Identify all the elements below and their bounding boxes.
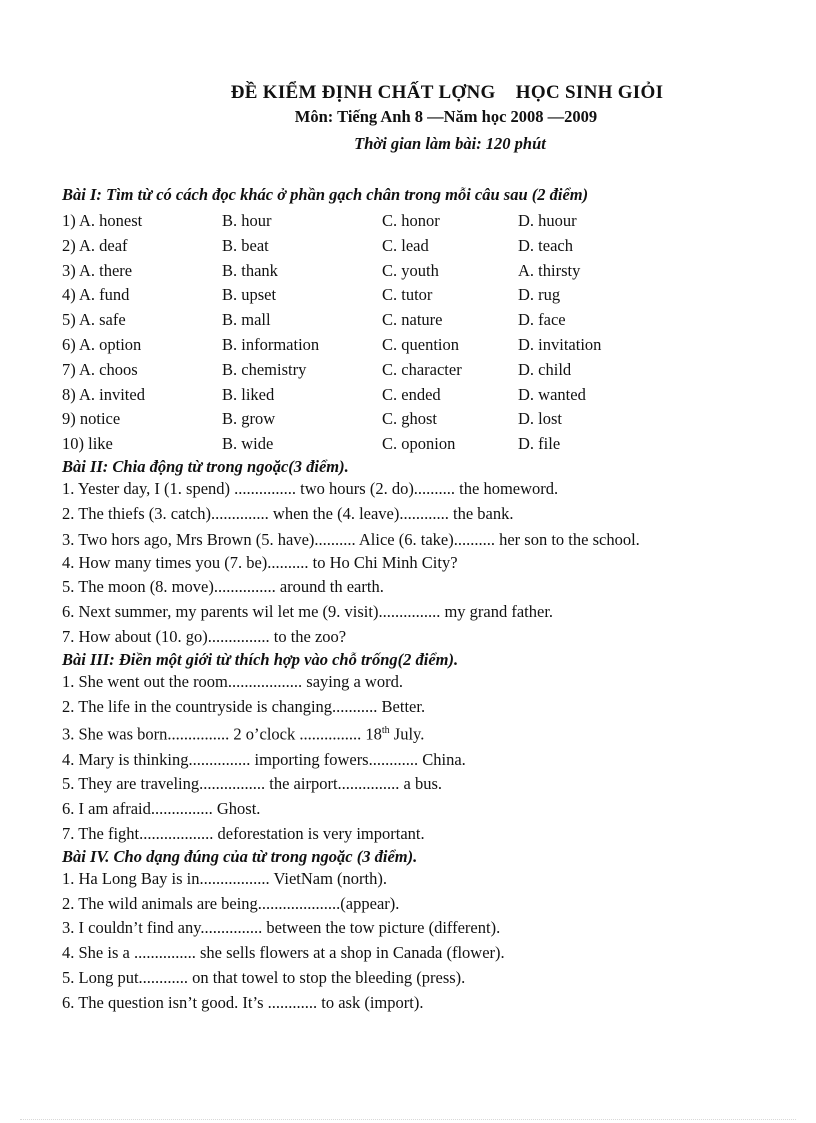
part2-question: 5. The moon (8. move)............... around th earth. [62,577,384,597]
part1-questions [62,209,762,457]
mcq-option: D. face [518,310,566,330]
part3-question: 6. I am afraid............... Ghost. [62,799,261,819]
mcq-option: C. nature [382,310,443,330]
part4-question: 3. I couldn’t find any............... between the tow picture (different). [62,918,501,938]
exam-subject: Môn: Tiếng Anh 8 —Năm học 2008 —2009 [294,107,598,126]
part3-question-tail: July. [389,724,425,744]
part3-question-text: 3. She was born............... 2 o’clock ............... 18 [62,724,382,744]
part4-question: 1. Ha Long Bay is in................. VietNam (north). [62,868,387,888]
mcq-option: C. ended [382,384,441,404]
mcq-option: B. mall [222,310,271,330]
mcq-row [62,383,762,408]
mcq-option: B. beat [222,235,269,255]
mcq-row [62,234,762,259]
mcq-option: 5) A. safe [62,310,126,330]
part2-question: 6. Next summer, my parents wil let me (9. visit)............... my grand father. [62,602,554,622]
mcq-option: 2) A. deaf [62,235,128,255]
mcq-option: B. thank [222,260,278,280]
mcq-option: D. wanted [518,384,586,404]
part4-question: 4. She is a ............... she sells flowers at a shop in Canada (flower). [62,943,505,963]
part2-question: 1. Yester day, I (1. spend) ............... two hours (2. do).......... the homeword. [62,478,559,498]
part3-question [62,719,762,747]
mcq-row [62,407,762,432]
part2-question: 3. Two hors ago, Mrs Brown (5. have).......... Alice (6. take).......... her son to the school. [62,529,640,549]
mcq-option: D. huour [518,211,577,230]
mcq-option: D. rug [518,285,561,305]
part2-question: 4. How many times you (7. be).......... to Ho Chi Minh City? [62,552,458,572]
mcq-row [62,432,762,457]
mcq-row [62,209,762,234]
mcq-option: B. liked [222,384,275,404]
mcq-option: 9) notice [62,409,121,429]
part2-question: 7. How about (10. go)............... to the zoo? [62,626,347,646]
mcq-option: C. character [382,359,462,379]
exam-title: ĐỀ KIỂM ĐỊNH CHẤT LỢNG HỌC SINH GIỎI [230,82,664,103]
ordinal-suffix: th [381,725,390,737]
part4-question: 6. The question isn’t good. It’s ............ to ask (import). [62,992,424,1012]
mcq-option: C. oponion [382,434,456,454]
part3-question: 1. She went out the room.................. saying a word. [62,671,403,691]
mcq-row [62,308,762,333]
mcq-option: D. file [518,434,561,454]
mcq-option: C. honor [382,211,440,230]
page-bottom-divider [20,1119,796,1120]
mcq-option: B. upset [222,285,277,305]
part4-heading: Bài IV. Cho dạng đúng của từ trong ngoặc (3 điểm). [62,846,418,866]
mcq-option: 6) A. option [62,334,142,354]
mcq-option: 4) A. fund [62,285,130,305]
mcq-row [62,358,762,383]
mcq-option: B. wide [222,434,274,454]
mcq-option: B. grow [222,409,276,429]
mcq-option: 10) like [62,434,113,454]
mcq-option: D. teach [518,235,573,255]
mcq-option: C. ghost [382,409,438,429]
part2-question: 2. The thiefs (3. catch).............. when the (4. leave)............ the bank. [62,503,514,523]
mcq-row [62,283,762,308]
mcq-option: D. child [518,359,572,379]
mcq-row [62,333,762,358]
mcq-option: 7) A. choos [62,359,138,379]
part4-question: 5. Long put............ on that towel to stop the bleeding (press). [62,968,466,988]
part3-question: 4. Mary is thinking............... importing fowers............ China. [62,749,466,769]
part1-heading: Bài I: Tìm từ có cách đọc khác ở phần gạch chân trong mỗi câu sau (2 điểm) [62,185,589,204]
exam-time: Thời gian làm bài: 120 phút [354,134,546,153]
part2-heading: Bài II: Chia động từ trong ngoặc(3 điểm). [62,456,349,476]
exam-page [62,82,762,1016]
mcq-option: D. lost [518,409,563,429]
mcq-option: C. youth [382,260,439,280]
part3-question: 5. They are traveling................ the airport............... a bus. [62,774,443,794]
mcq-option: A. thirsty [518,260,581,280]
mcq-option: D. invitation [518,334,602,354]
mcq-option: B. information [222,334,320,354]
mcq-option: B. hour [222,211,272,230]
mcq-option: C. quention [382,334,459,354]
part3-heading: Bài III: Điền một giới từ thích hợp vào chỗ trống(2 điểm). [62,649,459,669]
mcq-option: C. lead [382,235,429,255]
mcq-option: 8) A. invited [62,384,145,404]
mcq-row [62,259,762,284]
mcq-option: 1) A. honest [62,211,143,230]
part3-question: 7. The fight.................. deforestation is very important. [62,824,425,844]
part3-question: 2. The life in the countryside is changing........... Better. [62,696,426,716]
mcq-option: B. chemistry [222,359,307,379]
mcq-option: C. tutor [382,285,433,305]
mcq-option: 3) A. there [62,260,133,280]
part4-question: 2. The wild animals are being....................(appear). [62,893,400,913]
